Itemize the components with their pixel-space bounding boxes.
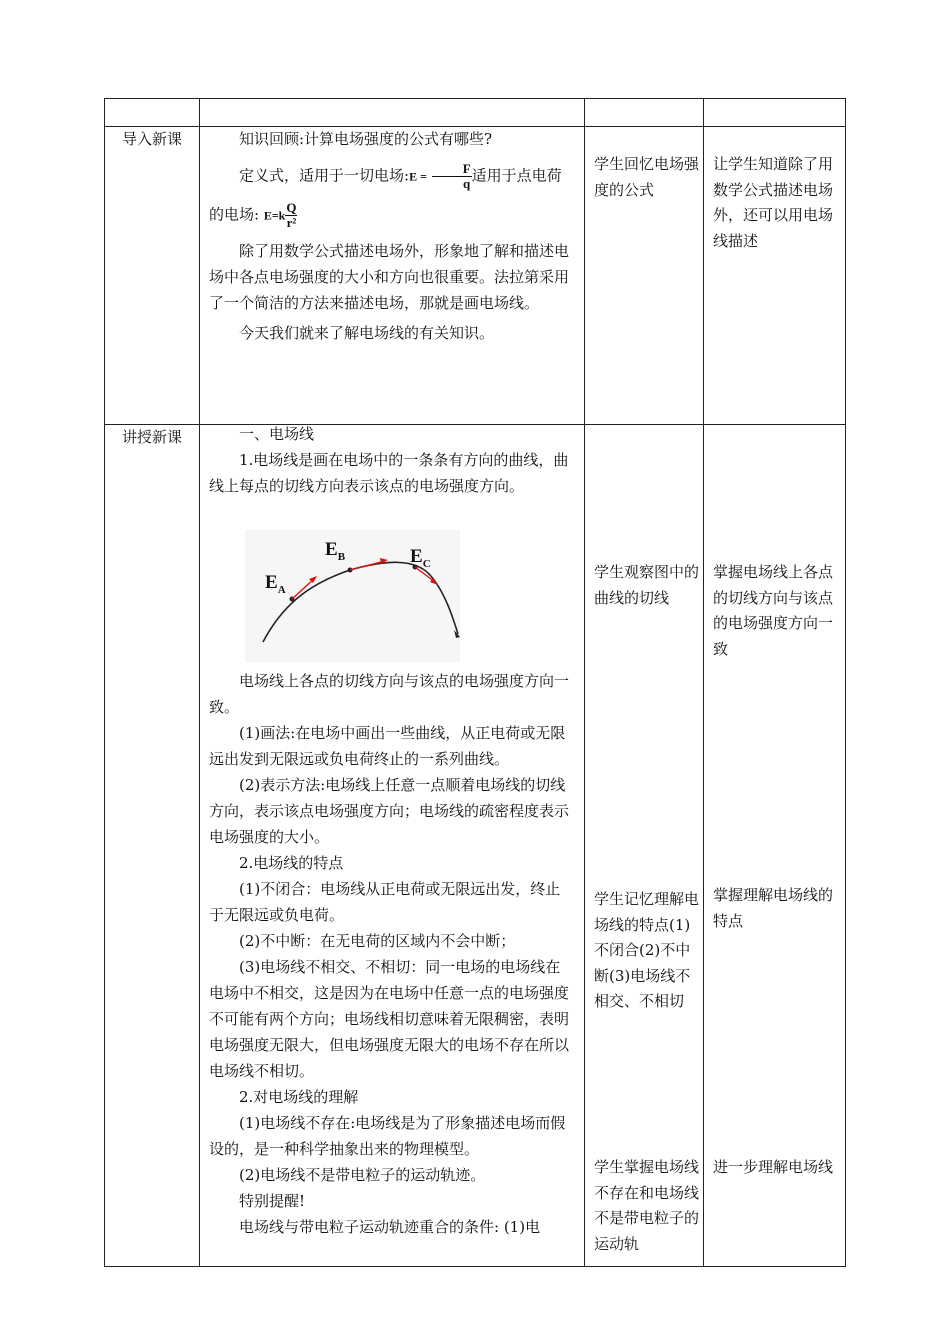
teach-student-activity-2: 学生记忆理解电场线的特点(1)不闭合(2)不中断(3)电场线不相交、不相切 [594, 890, 700, 1010]
field-line-figure [245, 530, 460, 662]
intro-line-1: 知识回顾:计算电场强度的公式有哪些? [239, 130, 493, 148]
teach-paragraph-5: (1)不闭合：电场线从正电荷或无限远出发，终止于无限远或负电荷。 [209, 880, 561, 924]
section-heading-1: 一、电场线 [239, 425, 315, 443]
teach-paragraph-1: 1.电场线是画在电场中的一条条有方向的曲线，曲线上每点的切线方向表示该点的电场强度方向。 [209, 451, 569, 495]
teach-label: 讲授新课 [121, 428, 182, 446]
definition-text: 定义式，适用于一切电场: [239, 166, 410, 185]
frac-num-f: F [432, 162, 472, 177]
teach-design-purpose-2: 掌握理解电场线的特点 [713, 886, 834, 930]
label-ec: $E_C$ [410, 546, 431, 570]
col-line-1 [199, 98, 200, 1267]
formula-e-lhs: E = [409, 169, 427, 184]
intro-line-3 [209, 201, 575, 230]
intro-label: 导入新课 [121, 130, 182, 148]
teach-paragraph-10: 特别提醒! [239, 1192, 306, 1210]
col-line-4 [845, 98, 846, 1267]
teach-content-top [209, 421, 575, 499]
teach-paragraph-7: (3)电场线不相交、不相切：同一电场的电场线在电场中不相交，这是因为在电场中任意一点的电场强度不可能有两个方向；电场线相切意味着无限稠密，表明电场强度无限大，但电场强度无限大的电场不存在所以电场线不相切。 [209, 958, 570, 1080]
intro-paragraph-3: 今天我们就来了解电场线的有关知识。 [239, 324, 495, 342]
frac-den-r2: r² [286, 215, 297, 230]
teach-content-bottom [209, 668, 575, 1240]
intro-student-activity: 学生回忆电场强度的公式 [594, 155, 700, 199]
teach-design-purpose-3: 进一步理解电场线 [713, 1158, 834, 1176]
label-eb: $E_B$ [325, 539, 346, 563]
table-bottom-border [104, 1266, 846, 1267]
teach-paragraph-4: (2)表示方法:电场线上任意一点顺着电场线的切线方向，表示该点电场强度方向；电场线的疏密程度表示电场强度的大小。 [209, 776, 570, 846]
section-heading-2: 2.电场线的特点 [239, 854, 344, 872]
figure-background [245, 530, 460, 662]
teach-paragraph-6: (2)不中断：在无电荷的区域内不会中断； [239, 932, 516, 950]
teach-paragraph-8: (1)电场线不存在:电场线是为了形象描述电场而假设的，是一种科学抽象出来的物理模型。 [209, 1114, 566, 1158]
formula-q-over-r2 [285, 201, 297, 230]
teach-student-activity-1: 学生观察图中的曲线的切线 [594, 563, 700, 607]
col-line-2 [584, 98, 585, 1267]
formula-ekq-lhs: E=k [263, 208, 286, 223]
teach-paragraph-3: (1)画法:在电场中画出一些曲线，从正电荷或无限远出发到无限远或负电荷终止的一系列曲线。 [209, 724, 566, 768]
section-heading-3: 2.对电场线的理解 [239, 1088, 359, 1106]
formula-f-over-q [432, 162, 472, 191]
intro-design-purpose: 让学生知道除了用数学公式描述电场外，还可以用电场线描述 [713, 155, 834, 250]
frac-num-q: Q [286, 200, 297, 215]
teach-student-activity-3: 学生掌握电场线不存在和电场线不是带电粒子的运动轨 [594, 1158, 700, 1253]
teach-paragraph-9: (2)电场线不是带电粒子的运动轨迹。 [239, 1166, 486, 1184]
table-top-border [104, 98, 846, 99]
frac-den-q: q [463, 176, 471, 191]
col-line-0 [104, 98, 105, 1267]
intro-content [209, 126, 575, 346]
intro-paragraph-2: 除了用数学公式描述电场外，形象地了解和描述电场中各点电场强度的大小和方向也很重要。法拉第采用了一个简洁的方法来描述电场，那就是画电场线。 [209, 242, 570, 312]
col-line-3 [703, 98, 704, 1267]
label-ea: $E_A$ [265, 572, 286, 596]
teach-paragraph-11: 电场线与带电粒子运动轨迹重合的条件: (1)电 [239, 1218, 541, 1236]
field-text: 的电场: [209, 205, 260, 224]
field-line-diagram [245, 530, 460, 662]
intro-line-2 [209, 162, 575, 191]
teach-paragraph-2: 电场线上各点的切线方向与该点的电场强度方向一致。 [209, 672, 570, 716]
teach-design-purpose-1: 掌握电场线上各点的切线方向与该点的电场强度方向一致 [713, 563, 834, 658]
point-charge-text: 适用于点电荷 [471, 166, 562, 185]
